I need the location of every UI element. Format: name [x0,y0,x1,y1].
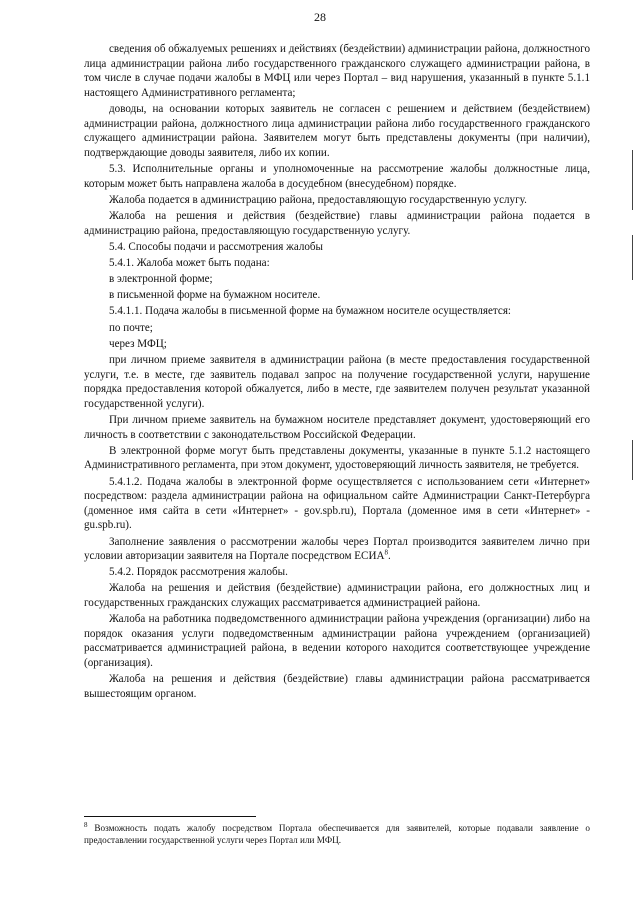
paragraph: 5.4.1.1. Подача жалобы в письменной форме на бумажном носителе осуществляется: [109,305,512,318]
footnote-text: Возможность подать жалобу посредством Портала обеспечивается для заявителей, которые подавали заявление о предоставлении государственной услуги через Портал или МФЦ. [84,823,590,845]
paragraph [84,535,590,564]
footnote-divider [84,816,256,817]
list-item: в письменной форме на бумажном носителе. [109,289,321,302]
scan-edge-mark [632,440,633,480]
document-body [84,42,590,703]
paragraph: Жалоба подается в администрацию района, предоставляющую государственную услугу. [109,193,527,206]
paragraph: 5.4.1.2. Подача жалобы в электронной форме осуществляется с использованием сети «Интернет» посредством: раздела администрации района на официальном сайте Администрации Санкт-Петербурга (доменное имя сайта в сети «Интернет» - gov.spb.ru), Портала (доменное имя в сети «Интернет» - gu.spb.ru). [84,475,590,532]
paragraph: Жалоба на решения и действия (бездействие) главы администрации района рассматривается вышестоящим органом. [84,673,590,700]
footnote [84,822,590,846]
section-heading: 5.4.2. Порядок рассмотрения жалобы. [109,566,288,579]
footnote-reference: 8 [384,548,388,557]
paragraph: доводы, на основании которых заявитель не согласен с решением и действием (бездействием) администрации района, должностного лица администрации района либо государственного гражданского служащего администрации района. Заявителем могут быть представлены документы (при наличии), подтверждающие доводы заявителя, либо их копии. [84,102,590,159]
footnote-marker: 8 [84,820,88,829]
paragraph-end: . [387,550,391,563]
page-number: 28 [314,10,326,24]
paragraph: сведения об обжалуемых решениях и действиях (бездействии) администрации района, должностного лица администрации района либо государственного гражданского служащего администрации района, в том числе в случае подачи жалобы в МФЦ или через Портал – вид нарушения, указанный в пункте 5.1.1 настоящего Административного регламента; [84,43,590,99]
paragraph: Жалоба на решения и действия (бездействие) администрации района, его должностных лиц и государственных гражданских служащих рассматривается администрацией района. [84,582,590,610]
list-item: в электронной форме; [109,273,213,286]
list-item: через МФЦ; [109,337,167,350]
paragraph: Жалоба на решения и действия (бездействие) главы администрации района подается в администрацию района, предоставляющую государственную услугу. [84,209,590,237]
paragraph: 5.4.1. Жалоба может быть подана: [109,256,270,269]
scan-edge-mark [632,150,633,210]
paragraph-text: Заполнение заявления о рассмотрении жалобы через Портал производится заявителем лично при условии авторизации заявителя на Портале посредством ЕСИА [84,535,590,563]
list-item: по почте; [109,321,153,334]
paragraph: В электронной форме могут быть представлены документы, указанные в пункте 5.1.2 настоящего Административного регламента, при этом документ, удостоверяющий личность заявителя, не требуется. [84,444,590,472]
paragraph: при личном приеме заявителя в администрации района (в месте предоставления государственной услуги, т.е. в месте, где заявитель подавал запрос на получение государственной услуги, нарушение порядка предоставления которой обжалуется, либо в месте, где заявителем получен результат указанной государственной услуги). [84,354,590,410]
scan-edge-mark [632,235,633,280]
paragraph: При личном приеме заявитель на бумажном носителе представляет документ, удостоверяющий его личность в соответствии с законодательством Российской Федерации. [84,413,590,441]
paragraph: 5.3. Исполнительные органы и уполномоченные на рассмотрение жалобы должностные лица, которым может быть направлена жалоба в досудебном (внесудебном) порядке. [84,162,590,190]
section-heading: 5.4. Способы подачи и рассмотрения жалобы [109,240,324,253]
paragraph: Жалоба на работника подведомственного администрации района учреждения (организации) либо на порядок оказания услуги подведомственным администрации района учреждением (организацией) рассматривается администрацией района, в ведении которого находится соответствующее учреждение (организация). [84,613,590,670]
